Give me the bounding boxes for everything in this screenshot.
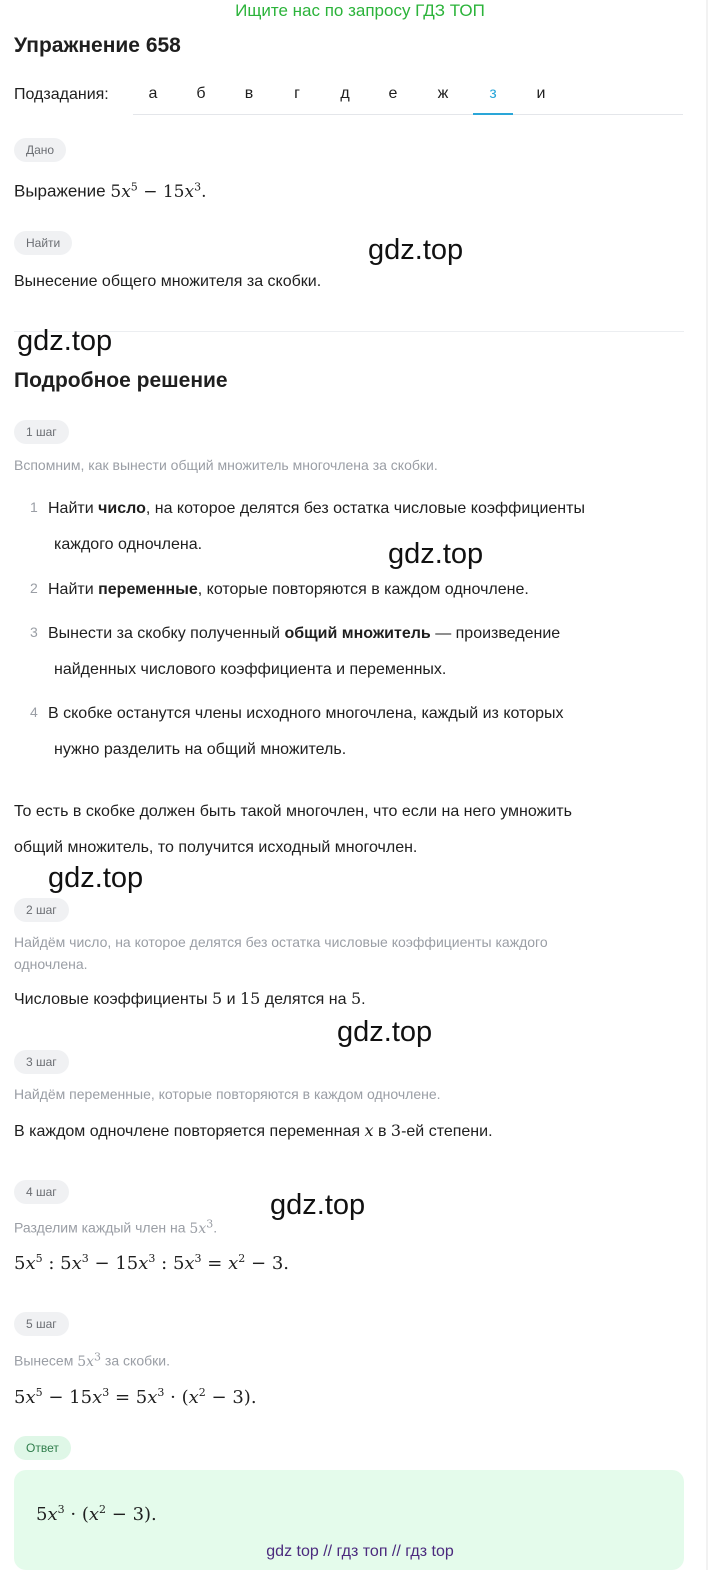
tab-d[interactable]: д: [340, 85, 350, 102]
step2-intro-line2: одночлена.: [14, 956, 88, 972]
step5-badge: 5 шаг: [14, 1312, 69, 1336]
step4-equation: $5x^5$ : $5x^3 - 15x^3$ : $5x^3 = x^2 - 3$.: [14, 1252, 289, 1274]
watermark: gdz.top: [270, 1189, 366, 1221]
step1-note-line1: То есть в скобке должен быть такой многочлен, что если на него умножить: [14, 803, 572, 820]
step4-intro: Разделим каждый член на $5x^3$.: [14, 1217, 218, 1237]
subtask-tabs: [133, 72, 683, 115]
list-item: 2 Найти переменные, которые повторяются в каждом одночлене.: [30, 580, 529, 598]
list-item: 4 В скобке останутся члены исходного многочлена, каждый из которых нужно разделить на общий множитель.: [30, 704, 564, 758]
solution-title: Подробное решение: [14, 369, 228, 392]
step1-note-line2: общий множитель, то получится исходный многочлен.: [14, 839, 418, 856]
tab-v[interactable]: в: [244, 85, 254, 102]
step3-badge: 3 шаг: [14, 1050, 69, 1074]
tab-g[interactable]: г: [294, 85, 300, 102]
tab-z-active[interactable]: з: [473, 72, 513, 115]
search-banner: Ищите нас по запросу ГДЗ ТОП: [235, 1, 485, 20]
step2-text: Числовые коэффициенты 5 и 15 делятся на 5.: [14, 989, 366, 1008]
step1-badge: 1 шаг: [14, 420, 69, 444]
answer-badge: Ответ: [14, 1436, 71, 1460]
tab-b[interactable]: б: [196, 85, 206, 102]
step5-equation: $5x^5 - 15x^3 = 5x^3 \cdot (x^2 - 3)$.: [14, 1386, 257, 1408]
watermark: gdz.top: [337, 1016, 433, 1048]
divider: [14, 331, 684, 332]
step3-intro: Найдём переменные, которые повторяются в каждом одночлене.: [14, 1086, 441, 1102]
step1-intro: Вспомним, как вынести общий множитель многочлена за скобки.: [14, 457, 438, 473]
list-item: 3 Вынести за скобку полученный общий множитель — произведение найденных числового коэффициента и переменных.: [30, 624, 561, 678]
step2-intro-line1: Найдём число, на которое делятся без остатка числовые коэффициенты каждого: [14, 934, 548, 950]
tab-a[interactable]: а: [148, 85, 158, 102]
tab-zh[interactable]: ж: [437, 85, 449, 102]
page-title: Упражнение 658: [14, 34, 181, 57]
step3-text: В каждом одночлене повторяется переменная x в 3-ей степени.: [14, 1121, 493, 1140]
watermark: gdz.top: [48, 862, 144, 894]
answer-expression: $5x^3 \cdot (x^2 - 3)$.: [36, 1503, 157, 1525]
footer-links[interactable]: gdz top // гдз топ // гдз top: [266, 1543, 454, 1560]
watermark: gdz.top: [388, 538, 484, 570]
watermark: gdz.top: [17, 325, 113, 357]
given-expression: Выражение $5x^5 - 15x^3$.: [14, 180, 207, 202]
step5-intro: Вынесем $5x^3$ за скобки.: [14, 1350, 170, 1370]
find-text: Вынесение общего множителя за скобки.: [14, 273, 322, 290]
step2-badge: 2 шаг: [14, 898, 69, 922]
find-badge: Найти: [14, 231, 72, 255]
given-badge: Дано: [14, 138, 66, 162]
step4-badge: 4 шаг: [14, 1180, 69, 1204]
watermark: gdz.top: [368, 234, 464, 266]
subtasks-label: Подзадания:: [14, 86, 109, 103]
page-edge: [706, 0, 708, 1570]
tab-i[interactable]: и: [536, 85, 546, 102]
expression-math: $5x^5 - 15x^3$.: [110, 180, 207, 202]
tab-e[interactable]: е: [388, 85, 398, 102]
list-item: 1 Найти число, на которое делятся без остатка числовые коэффициенты каждого одночлена.: [30, 499, 585, 553]
